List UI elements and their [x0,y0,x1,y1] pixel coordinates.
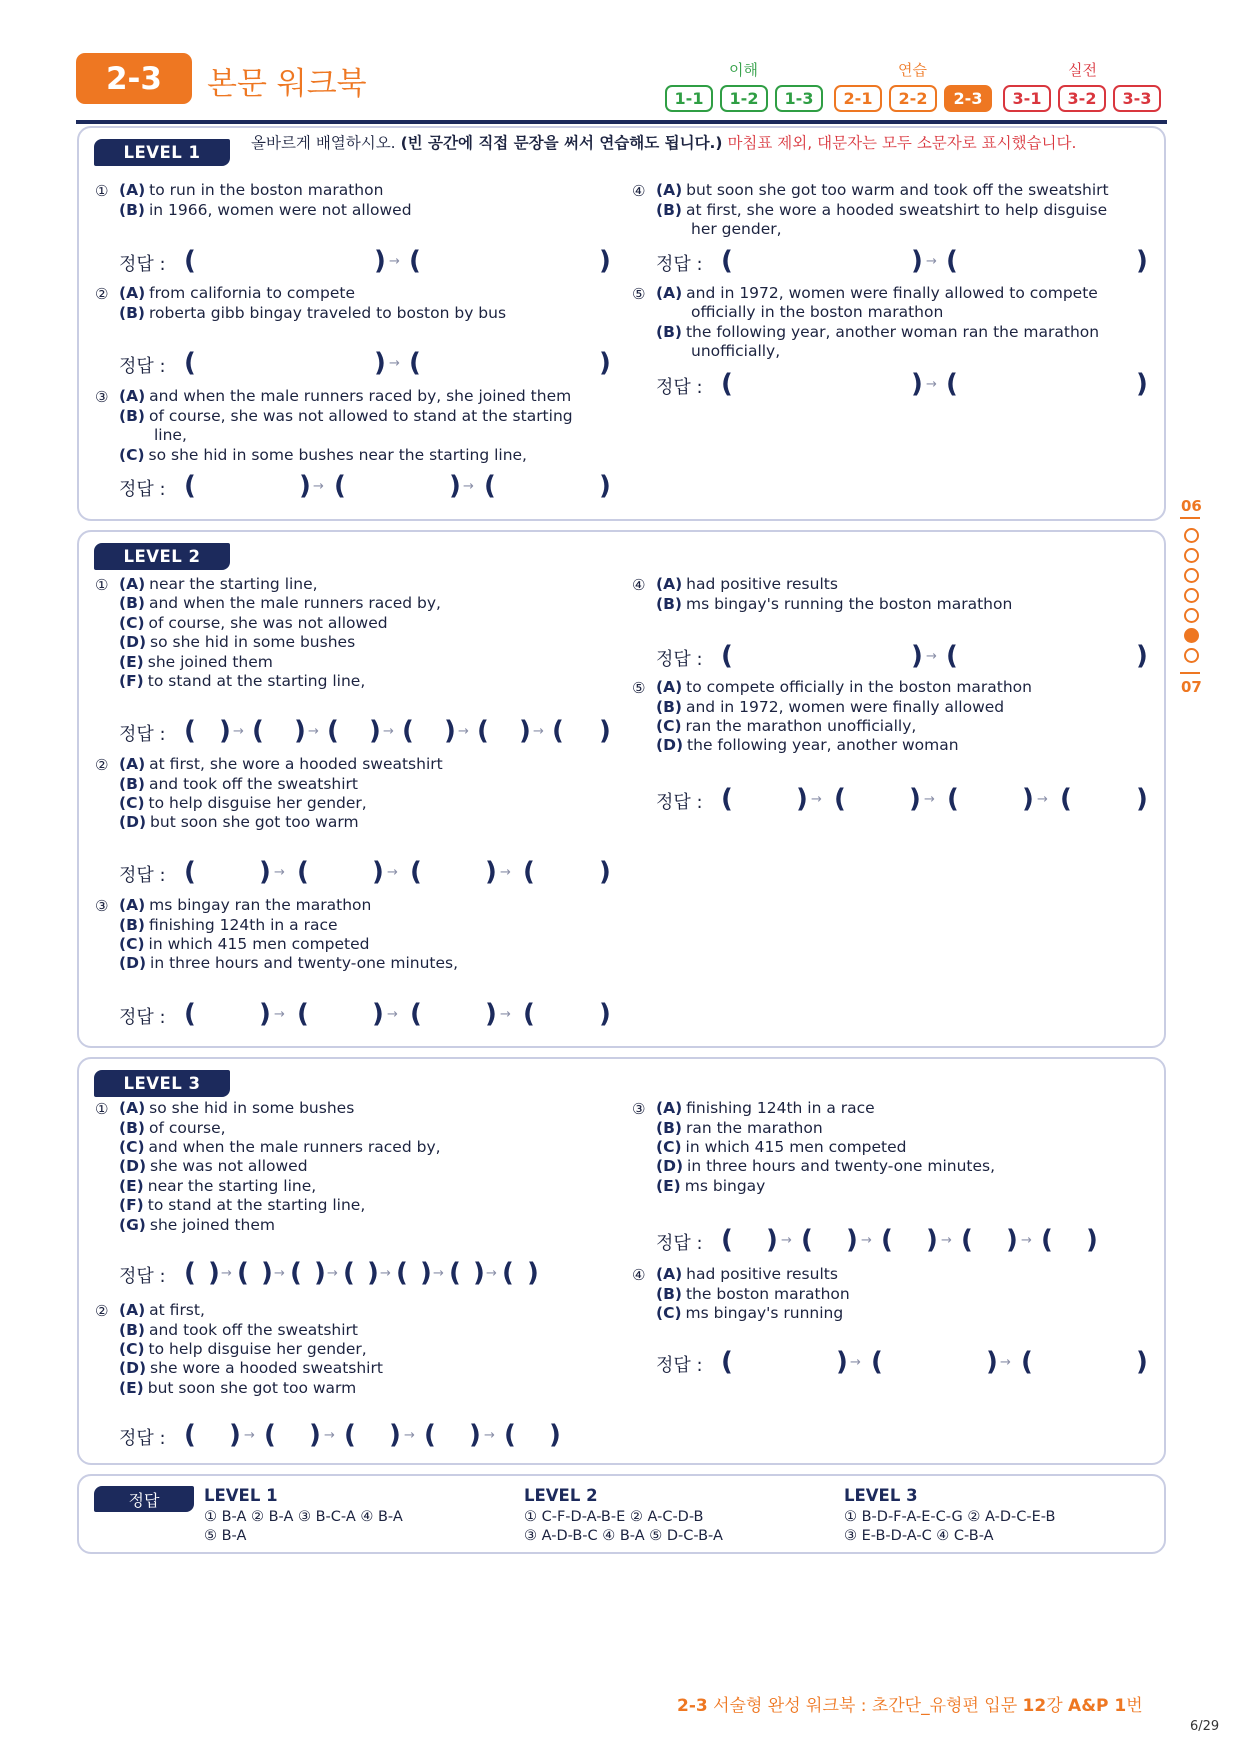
level2-q5: ⑤ (A) to compete officially in the boston marathon (B) and in 1972, women were finally allowed (C) ran the marathon unofficially, (D) the following year, another woman [632,678,1032,754]
answer-row[interactable]: 정답 : ( ) → ( ) [656,246,1148,276]
side-nav-end: 07 [1181,678,1202,696]
category-practice: 연습 [898,61,927,79]
level1-q3: ③ (A) and when the male runners raced by, she joined them (B) of course, she was not allowed to stand at the starting line, (C) so she hid in some bushes near the starting line, [95,387,573,464]
page-number: 6/29 [1190,1719,1220,1734]
level1-q1: ① (A) to run in the boston marathon (B) in 1966, women were not allowed [95,181,412,219]
level2-label: LEVEL 2 [94,543,230,570]
level3-q1: ① (A) so she hid in some bushes (B) of course, (C) and when the male runners raced by, (D) she was not allowed (E) near the starting line, (F) to stand at the starting line, (G) she joined them [95,1099,441,1234]
answer-row[interactable]: 정답 : ( ) → ( ) → ( ) → ( ) → ( ) [119,1420,561,1450]
answer-row[interactable]: 정답 : ( ) → ( ) [656,641,1148,671]
side-nav-bar [1180,517,1200,519]
side-nav-bar [1180,672,1200,674]
answer-row[interactable]: 정답 : ( ) → ( ) → ( ) → ( ) → ( ) → ( ) → ( ) [119,1258,539,1288]
progress-dot-icon[interactable] [1184,528,1199,543]
answer-key-level1: LEVEL 1 ① B-A ② B-A ③ B-C-A ④ B-A ⑤ B-A [204,1486,403,1544]
answer-row[interactable]: 정답 : ( ) → ( ) → ( ) → ( ) → ( ) [656,1225,1098,1255]
answer-row[interactable]: 정답 : ( ) → ( ) → ( ) → ( ) [656,784,1148,814]
answer-row[interactable]: 정답 : ( ) → ( ) [656,369,1148,399]
answer-key-level3: LEVEL 3 ① B-D-F-A-E-C-G ② A-D-C-E-B ③ E-B-D-A-C ④ C-B-A [844,1486,1056,1544]
answer-row[interactable]: 정답 : ( ) → ( ) → ( ) [656,1347,1148,1377]
level2-q4: ④ (A) had positive results (B) ms bingay's running the boston marathon [632,575,1013,613]
answer-key-level2: LEVEL 2 ① C-F-D-A-B-E ② A-C-D-B ③ A-D-B-C ④ B-A ⑤ D-C-B-A [524,1486,723,1544]
progress-dot-icon[interactable] [1184,548,1199,563]
answer-key-box [77,1474,1166,1554]
answer-key-label: 정답 [94,1486,194,1512]
chip-3-1[interactable]: 3-1 [1003,85,1051,112]
footer-title: 2-3 서술형 완성 워크북 : 초간단_유형편 입문 12강 A&P 1번 [677,1696,1143,1716]
answer-row[interactable]: 정답 : ( ) → ( ) → ( ) → ( ) → ( ) → ( ) [119,716,611,746]
level1-q2: ② (A) from california to compete (B) roberta gibb bingay traveled to boston by bus [95,284,507,322]
level1-q4: ④ (A) but soon she got too warm and took off the sweatshirt (B) at first, she wore a hooded sweatshirt to help disguise her gender, [632,181,1109,238]
level1-panel [77,126,1166,521]
level1-instruction: 올바르게 배열하시오. (빈 공간에 직접 문장을 써서 연습해도 됩니다.) 마침표 제외, 대문자는 모두 소문자로 표시했습니다. [251,134,1077,152]
answer-row[interactable]: 정답 : ( ) → ( ) [119,246,611,276]
chip-3-2[interactable]: 3-2 [1058,85,1106,112]
chip-2-3[interactable]: 2-3 [944,85,992,112]
level3-q4: ④ (A) had positive results (B) the boston marathon (C) ms bingay's running [632,1265,850,1322]
level3-q3: ③ (A) finishing 124th in a race (B) ran the marathon (C) in which 415 men competed (D) in three hours and twenty-one minutes, (E) ms bingay [632,1099,996,1195]
progress-dot-icon[interactable] [1184,608,1199,623]
progress-dot-active-icon[interactable] [1184,628,1199,643]
level1-q5: ⑤ (A) and in 1972, women were finally allowed to compete officially in the boston marathon (B) the following year, another woman ran the marathon unofficially, [632,284,1100,360]
chip-3-3[interactable]: 3-3 [1113,85,1161,112]
level2-q3: ③ (A) ms bingay ran the marathon (B) finishing 124th in a race (C) in which 415 men competed (D) in three hours and twenty-one minutes, [95,896,459,972]
progress-dot-icon[interactable] [1184,588,1199,603]
lesson-badge: 2-3 [76,53,192,104]
progress-dot-icon[interactable] [1184,568,1199,583]
level1-label: LEVEL 1 [94,139,230,166]
level3-q2: ② (A) at first, (B) and took off the sweatshirt (C) to help disguise her gender, (D) she wore a hooded sweatshirt (E) but soon she got too warm [95,1301,383,1397]
level2-q1: ① (A) near the starting line, (B) and when the male runners raced by, (C) of course, she was not allowed (D) so she hid in some bushes (E) she joined them (F) to stand at the starting line, [95,575,441,690]
page-title: 본문 워크북 [207,66,367,102]
level3-panel [77,1057,1166,1465]
progress-dot-icon[interactable] [1184,648,1199,663]
chip-1-2[interactable]: 1-2 [720,85,768,112]
chip-2-2[interactable]: 2-2 [889,85,937,112]
level3-label: LEVEL 3 [94,1070,230,1097]
level2-panel [77,530,1166,1048]
answer-row[interactable]: 정답 : ( ) → ( ) → ( ) → ( ) [119,999,611,1029]
answer-row[interactable]: 정답 : ( ) → ( ) → ( ) [119,471,611,501]
side-nav-start: 06 [1181,497,1202,515]
chip-1-1[interactable]: 1-1 [665,85,713,112]
answer-row[interactable]: 정답 : ( ) → ( ) → ( ) → ( ) [119,857,611,887]
chip-2-1[interactable]: 2-1 [834,85,882,112]
question-number: ① [95,182,109,200]
category-real: 실전 [1068,61,1097,79]
header-rule [76,120,1167,124]
chip-1-3[interactable]: 1-3 [775,85,823,112]
category-understanding: 이해 [729,61,758,79]
answer-row[interactable]: 정답 : ( ) → ( ) [119,348,611,378]
level2-q2: ② (A) at first, she wore a hooded sweatshirt (B) and took off the sweatshirt (C) to help disguise her gender, (D) but soon she got too warm [95,755,443,831]
